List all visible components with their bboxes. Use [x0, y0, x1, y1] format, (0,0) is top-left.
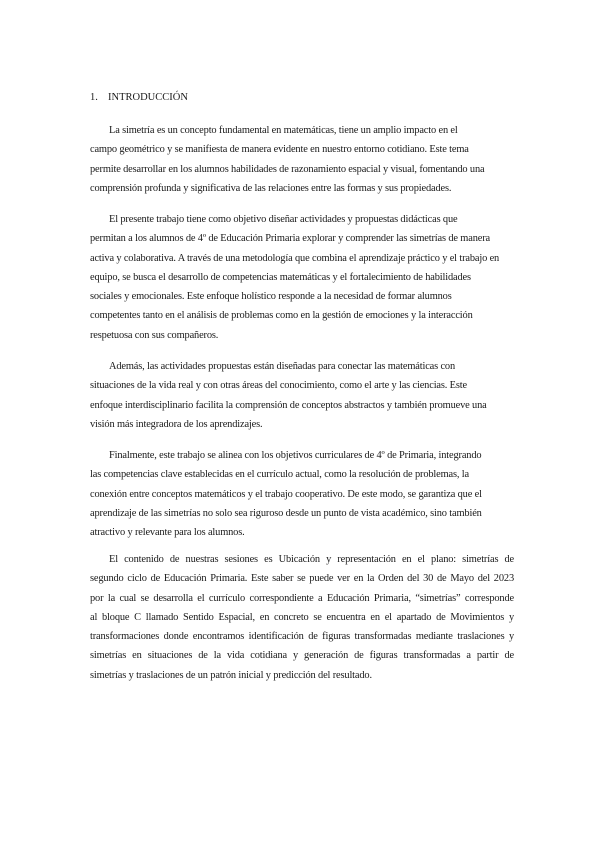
- paragraph-line: simetrías y traslaciones de un patrón inicial y predicción del resultado.: [90, 669, 372, 681]
- paragraph-line: equipo, se busca el desarrollo de competencias matemáticas y el fortalecimiento de habilidades: [90, 271, 471, 283]
- section-title: INTRODUCCIÓN: [108, 92, 188, 103]
- paragraph-line: permite desarrollar en los alumnos habilidades de razonamiento espacial y visual, fomentando una: [90, 163, 485, 175]
- paragraph-line: segundo ciclo de Educación Primaria. Este saber se puede ver en la Orden del 30 de Mayo del 2023: [90, 573, 514, 585]
- paragraph-line: La simetría es un concepto fundamental en matemáticas, tiene un amplio impacto en el: [109, 125, 458, 136]
- paragraph-intro-symmetry: [90, 121, 514, 198]
- paragraph-line: al bloque C llamado Sentido Espacial, en concreto se encuentra en el apartado de Movimientos y: [90, 611, 514, 623]
- paragraph-objective: [90, 210, 514, 345]
- paragraph-line: campo geométrico y se manifiesta de manera evidente en nuestro entorno cotidiano. Este tema: [90, 144, 469, 156]
- section-number: 1.: [90, 92, 98, 103]
- paragraph-line: transformaciones donde encontramos identificación de figuras transformadas mediante traslaciones y: [90, 631, 514, 643]
- paragraph-line: comprensión profunda y significativa de las relaciones entre las formas y sus propiedades.: [90, 182, 452, 194]
- paragraph-line: enfoque interdisciplinario facilita la comprensión de conceptos abstractos y también promueve una: [90, 399, 487, 411]
- paragraph-line: El contenido de nuestras sesiones es Ubicación y representación en el plano: simetrías de: [109, 554, 514, 565]
- paragraph-line: permitan a los alumnos de 4º de Educación Primaria explorar y comprender las simetrías de manera: [90, 233, 490, 245]
- paragraph-line: Finalmente, este trabajo se alinea con los objetivos curriculares de 4º de Primaria, integrando: [109, 450, 482, 461]
- paragraph-line: Además, las actividades propuestas están diseñadas para conectar las matemáticas con: [109, 361, 456, 372]
- paragraph-line: visión más integradora de los aprendizajes.: [90, 418, 263, 430]
- paragraph-line: situaciones de la vida real y con otras áreas del conocimiento, como el arte y las ciencias. Este: [90, 380, 467, 392]
- paragraph-line: sociales y emocionales. Este enfoque holístico responde a la necesidad de formar alumnos: [90, 291, 452, 303]
- paragraph-line: aprendizaje de las simetrías no solo sea riguroso desde un punto de vista académico, sino también: [90, 507, 482, 519]
- paragraph-line: por la cual se desarrolla el currículo correspondiente a Educación Primaria, “simetrías” corresponde: [90, 592, 514, 604]
- paragraph-line: El presente trabajo tiene como objetivo diseñar actividades y propuestas didácticas que: [109, 214, 458, 225]
- paragraph-line: conexión entre conceptos matemáticos y el trabajo cooperativo. De este modo, se garantiza que el: [90, 488, 482, 500]
- paragraph-session-content: [90, 550, 514, 685]
- paragraph-curricular-alignment: [90, 446, 514, 542]
- paragraph-line: simetrías en situaciones de la vida cotidiana y generación de figuras transformadas a partir de: [90, 650, 514, 662]
- paragraph-line: atractivo y relevante para los alumnos.: [90, 527, 245, 539]
- paragraph-line: activa y colaborativa. A través de una metodología que combina el aprendizaje práctico y el trabajo en: [90, 252, 500, 264]
- paragraph-line: respetuosa con sus compañeros.: [90, 329, 219, 341]
- paragraph-line: competentes tanto en el análisis de problemas como en la gestión de emociones y la interacción: [90, 310, 473, 322]
- paragraph-real-life-connection: [90, 357, 514, 434]
- section-heading: [90, 92, 188, 103]
- paragraph-line: las competencias clave establecidas en el currículo actual, como la resolución de problemas, la: [90, 469, 469, 481]
